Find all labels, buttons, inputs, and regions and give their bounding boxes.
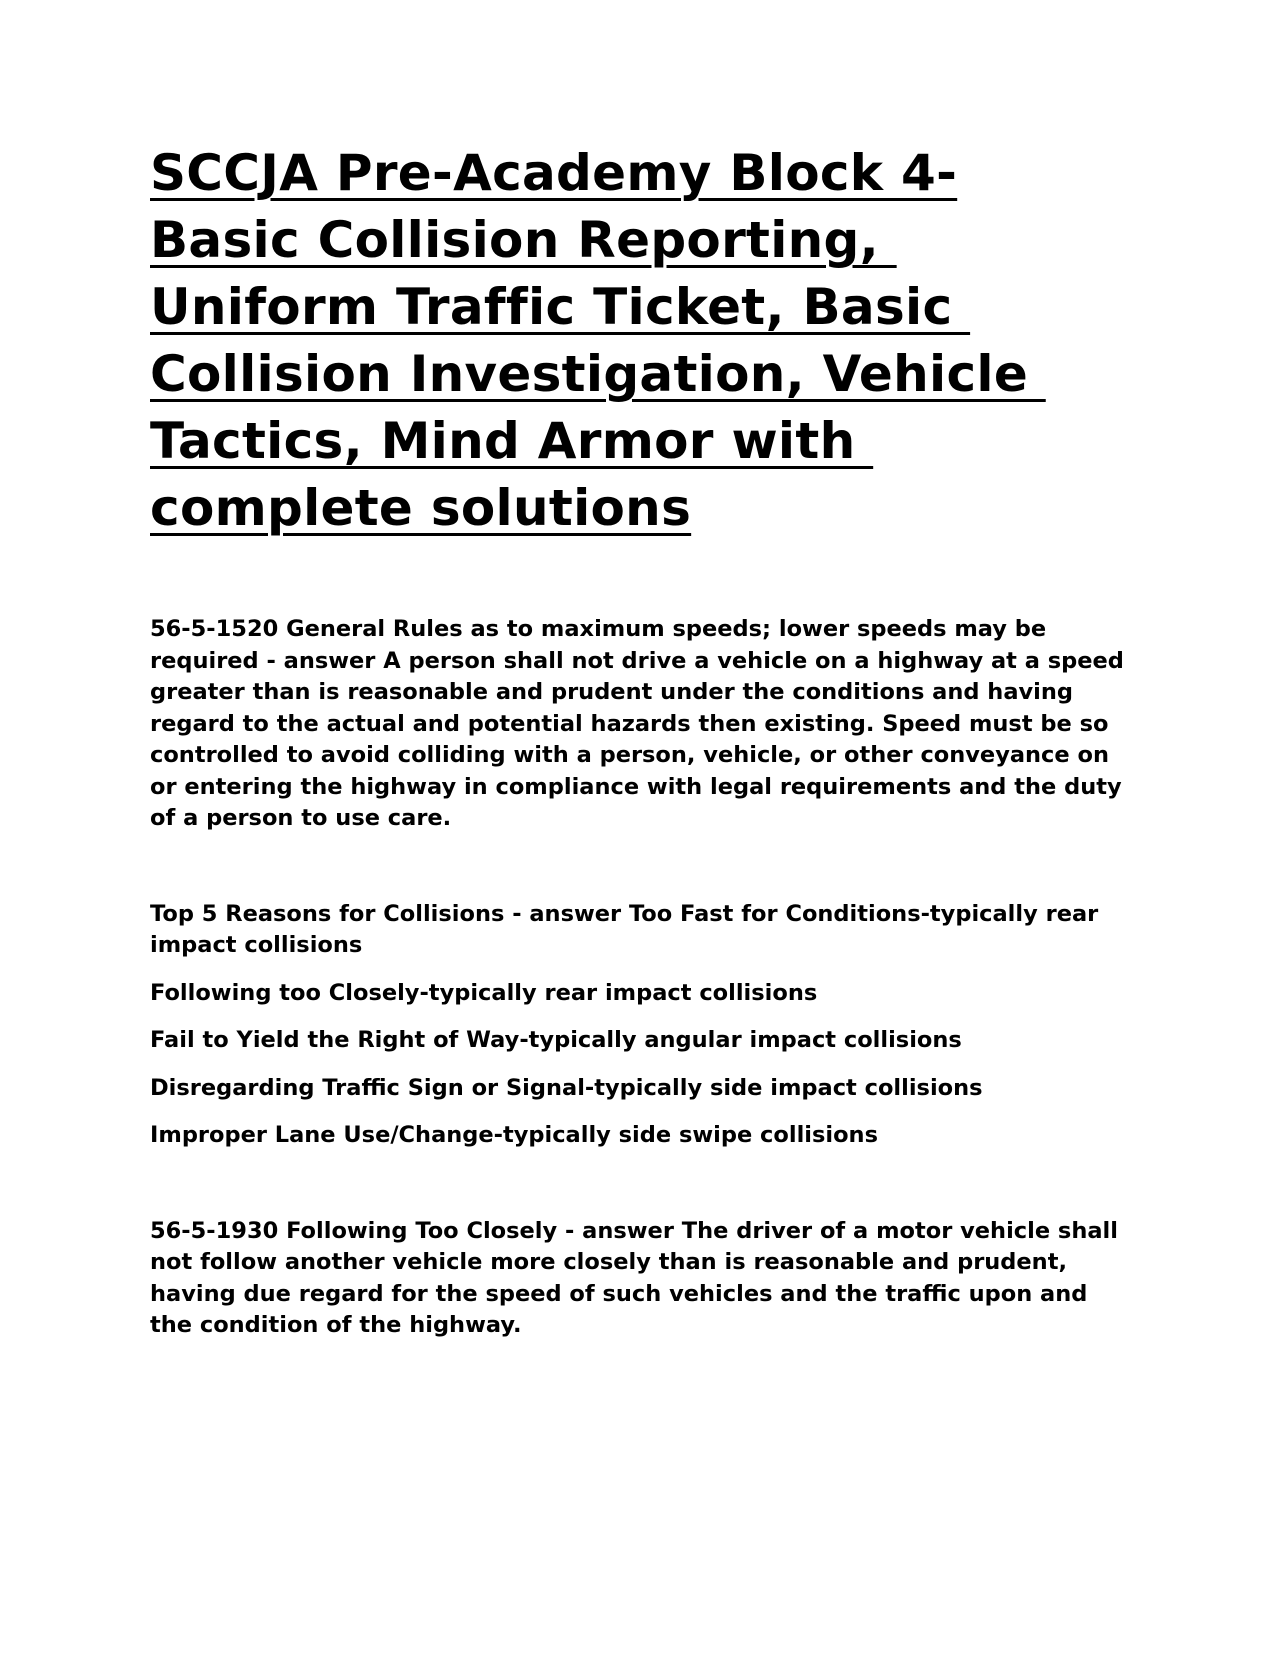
title-line: Basic Collision Reporting,: [150, 211, 897, 269]
title-line: Uniform Traffic Ticket, Basic: [150, 278, 971, 336]
reason-item: Disregarding Traffic Sign or Signal-typically side impact collisions: [150, 1074, 983, 1101]
title-line: SCCJA Pre-Academy Block 4-: [150, 144, 958, 202]
reason-item: Following too Closely-typically rear impact collisions: [150, 979, 818, 1006]
title-line: complete solutions: [150, 479, 692, 537]
reason-item: Fail to Yield the Right of Way-typically angular impact collisions: [150, 1027, 962, 1053]
collision-reasons-paragraph: Top 5 Reasons for Collisions - answer Too Fast for Conditions-typically rear impact collisions: [150, 900, 1099, 958]
document-page: [150, 140, 1130, 1342]
title-line: Collision Investigation, Vehicle: [150, 345, 1046, 403]
speed-rules-paragraph: 56-5-1520 General Rules as to maximum speeds; lower speeds may be required - answer A person shall not drive a vehicle on a highway at a speed greater than is reasonable and prudent under the conditions and having regard to the actual and potential hazards then existing. Speed must be so controlled to avoid colliding with a person, vehicle, or other conveyance on or entering the highway in compliance with legal requirements and the duty of a person to use care.: [150, 616, 1124, 831]
title-line: Tactics, Mind Armor with: [150, 412, 874, 470]
document-title: [150, 140, 1130, 542]
following-too-closely-paragraph: 56-5-1930 Following Too Closely - answer The driver of a motor vehicle shall not follow another vehicle more closely than is reasonable and prudent, having due regard for the speed of such vehicles and the traffic upon and the condition of the highway.: [150, 1217, 1118, 1338]
reason-item: Improper Lane Use/Change-typically side swipe collisions: [150, 1122, 878, 1148]
